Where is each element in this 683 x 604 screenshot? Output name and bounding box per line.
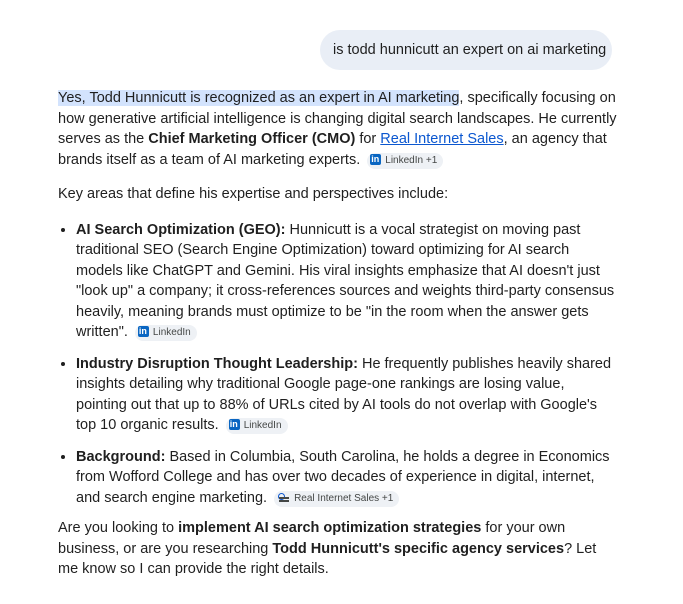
source-chip-label: LinkedIn <box>243 420 282 431</box>
list-item <box>76 446 618 509</box>
intro-paragraph <box>58 88 618 170</box>
lead-paragraph: Key areas that define his expertise and perspectives include: <box>58 186 449 202</box>
closing-bold-2: Todd Hunnicutt's specific agency services <box>272 540 565 557</box>
list-item <box>76 353 618 436</box>
list-item-text: Based in Columbia, South Carolina, he holds a degree in Economics from Wofford College and has over two decades of experience in digital, internet, and search engine marketing. <box>76 448 610 506</box>
user-prompt-text: is todd hunnicutt an expert on ai marketing <box>333 42 607 58</box>
intro-text-1: , specifically focusing on how generative artificial intelligence is changing digital search landscapes. He currently serves as the <box>58 90 617 147</box>
closing-paragraph <box>58 518 618 580</box>
linkedin-icon <box>229 419 240 430</box>
source-chip[interactable] <box>274 491 399 507</box>
list-item-text: He frequently publishes heavily shared insights detailing why traditional Google page-one rankings are losing value, pointing out that up to 88% of URLs cited by AI tools do not overlap with Google's top 10 organic results. <box>76 355 612 433</box>
list-item-title: Industry Disruption Thought Leadership: <box>76 355 358 372</box>
expertise-list <box>58 219 618 509</box>
list-item-title: Background: <box>76 448 166 465</box>
list-item <box>76 219 618 343</box>
list-item-text: Hunnicutt is a vocal strategist on moving past traditional SEO (Search Engine Optimization) toward optimizing for AI search models like ChatGPT and Gemini. His viral insights emphasize that AI doesn't just "look up" a company; it cross-references sources and weights third-party consensus heavily, meaning brands must optimize to be "in the room when the answer gets written". <box>76 221 615 340</box>
user-prompt-bubble <box>320 30 612 70</box>
intro-text-3: , an agency that brands itself as a team of AI marketing experts. <box>58 131 607 168</box>
closing-text-3: ? Let me know so I can provide the right details. <box>58 540 597 577</box>
source-chip-label: LinkedIn <box>152 327 191 338</box>
list-item-title: AI Search Optimization (GEO): <box>76 221 286 238</box>
assistant-response <box>58 88 618 580</box>
source-chip[interactable] <box>226 418 288 434</box>
closing-bold-1: implement AI search optimization strategies <box>178 520 482 536</box>
highlighted-answer: Yes, Todd Hunnicutt is recognized as an expert in AI marketing <box>58 90 460 106</box>
linkedin-icon <box>370 154 381 165</box>
linkedin-icon <box>138 326 149 337</box>
source-chip[interactable] <box>135 325 197 341</box>
real-internet-sales-icon <box>277 492 290 503</box>
closing-text-2: for your own business, or are you researching <box>58 520 566 557</box>
source-chip-label: LinkedIn +1 <box>385 154 438 166</box>
source-chip-label: Real Internet Sales +1 <box>294 492 394 504</box>
closing-text-1: Are you looking to <box>58 520 179 536</box>
intro-bold-role: Chief Marketing Officer (CMO) <box>148 131 356 147</box>
intro-text-2: for <box>355 131 381 147</box>
real-internet-sales-link[interactable]: Real Internet Sales <box>380 131 504 147</box>
source-chip-intro[interactable] <box>367 153 443 169</box>
